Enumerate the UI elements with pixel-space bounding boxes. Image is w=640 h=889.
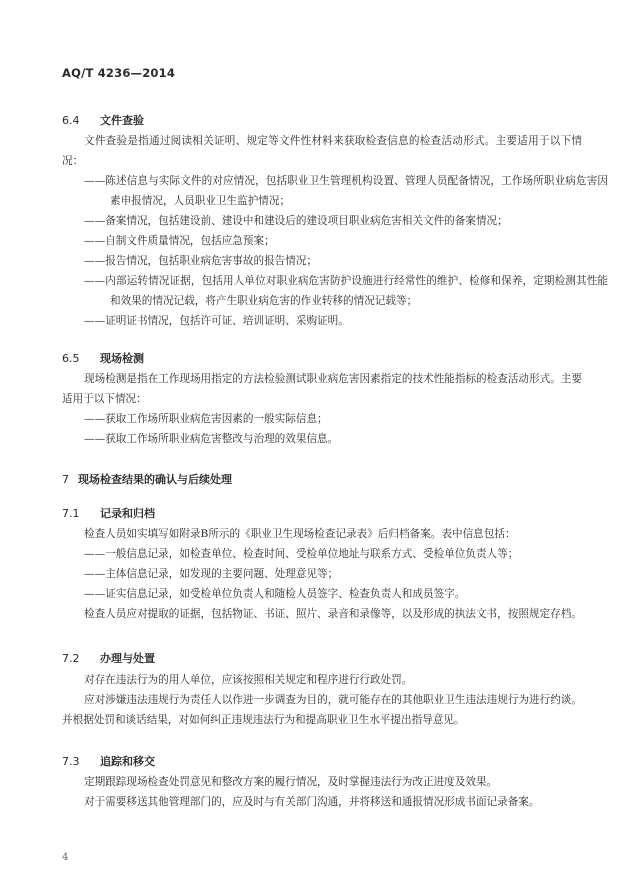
- section-title: 现场检测: [100, 352, 144, 365]
- section-6-4-intro: 文件查验是指通过阅读相关证明、规定等文件性材料来获取检查信息的检查活动形式。主要适用于以下情况：: [62, 135, 582, 167]
- list-item: ——主体信息记录，如发现的主要问题、处理意见等；: [84, 568, 339, 580]
- standard-code: AQ/T 4236—2014: [62, 66, 176, 80]
- section-7-3-paragraph-2: 对于需要移送其他管理部门的，应及时与有关部门沟通，并将移送和通报情况形成书面记录备案。: [84, 796, 540, 808]
- section-7-1-closing: 检查人员应对提取的证据，包括物证、书证、照片、录音和录像等，以及形成的执法文书，按照规定存档。: [84, 608, 582, 620]
- list-item: ——自制文件质量情况，包括应急预案；: [84, 235, 275, 247]
- section-number: 7.1: [62, 507, 80, 520]
- list-item: ——陈述信息与实际文件的对应情况，包括职业卫生管理机构设置、管理人员配备情况，工作场所职业病危害因素申报情况，人员职业卫生监护情况；: [84, 175, 608, 207]
- list-item: ——证明证书情况，包括许可证、培训证明、采购证明。: [84, 315, 349, 327]
- list-item: ——一般信息记录，如检查单位、检查时间、受检单位地址与联系方式、受检单位负责人等；: [84, 548, 519, 560]
- section-number: 6.4: [62, 114, 80, 127]
- section-number: 7.3: [62, 755, 80, 768]
- section-title: 文件查验: [100, 114, 144, 127]
- section-7-2-heading: [62, 650, 155, 666]
- section-7-heading: [62, 471, 232, 487]
- list-item: ——获取工作场所职业病危害因素的一般实际信息；: [84, 413, 328, 425]
- section-number: 7.2: [62, 652, 80, 665]
- section-6-4-heading: [62, 112, 144, 128]
- section-7-1-heading: [62, 505, 155, 521]
- section-title: 办理与处置: [100, 652, 155, 665]
- section-6-5-intro: 现场检测是指在工作现场用指定的方法检验测试职业病危害因素指定的技术性能指标的检查活动形式。主要适用于以下情况：: [62, 373, 582, 405]
- section-title: 追踪和移交: [100, 755, 155, 768]
- section-title: 记录和归档: [100, 507, 155, 520]
- list-item: ——获取工作场所职业病危害整改与治理的效果信息。: [84, 433, 339, 445]
- section-7-2-paragraph-1: 对存在违法行为的用人单位，应该按照相关规定和程序进行行政处罚。: [84, 674, 413, 686]
- section-number: 7: [62, 473, 69, 486]
- section-7-3-paragraph-1: 定期跟踪现场检查处罚意见和整改方案的履行情况，及时掌握违法行为改正进度及效果。: [84, 776, 498, 788]
- list-item: ——备案情况，包括建设前、建设中和建设后的建设项目职业病危害相关文件的备案情况；: [84, 215, 508, 227]
- section-number: 6.5: [62, 352, 80, 365]
- section-7-3-heading: [62, 753, 155, 769]
- section-6-5-heading: [62, 350, 144, 366]
- section-title: 现场检查结果的确认与后续处理: [78, 473, 232, 486]
- page-number: 4: [62, 852, 69, 863]
- section-7-1-intro: 检查人员如实填写如附录B所示的《职业卫生现场检查记录表》后归档备案。表中信息包括：: [84, 528, 516, 540]
- section-7-2-paragraph-2: 应对涉嫌违法违规行为责任人以作进一步调查为目的，就可能存在的其他职业卫生违法违规行为进行约谈。并根据处罚和谈话结果，对如何纠正违规违法行为和提高职业卫生水平提出指导意见。: [62, 694, 582, 726]
- list-item: ——报告情况，包括职业病危害事故的报告情况；: [84, 255, 318, 267]
- list-item: ——内部运转情况证据，包括用人单位对职业病危害防护设施进行经常性的维护、检修和保养，定期检测其性能和效果的情况记载，将产生职业病危害的作业转移的情况记载等；: [84, 275, 608, 307]
- list-item: ——证实信息记录，如受检单位负责人和随检人员签字、检查负责人和成员签字。: [84, 588, 466, 600]
